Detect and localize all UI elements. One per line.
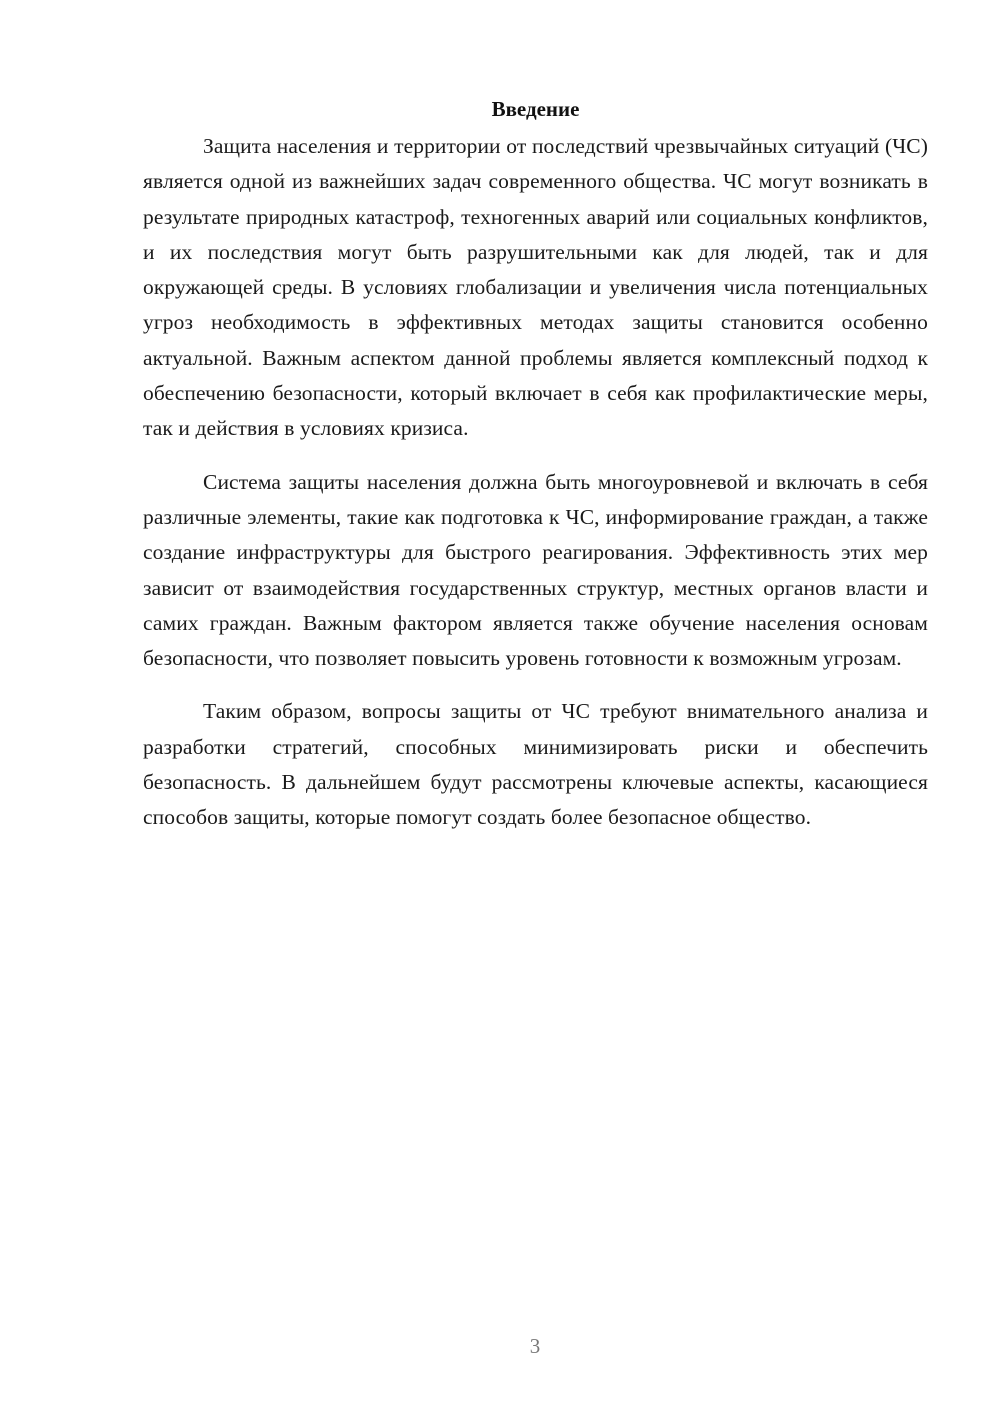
paragraph-1: Защита населения и территории от последствий чрезвычайных ситуаций (ЧС) является одной из важнейших задач современного общества. ЧС могут возникать в результате природных катастроф, техногенных аварий или социальных конфликтов, и их последствия могут быть разрушительными как для людей, так и для окружающей среды. В условиях глобализации и увеличения числа потенциальных угроз необходимость в эффективных методах защиты становится особенно актуальной. Важным аспектом данной проблемы является комплексный подход к обеспечению безопасности, который включает в себя как профилактические меры, так и действия в условиях кризиса. [143, 134, 928, 441]
paragraph-3: Таким образом, вопросы защиты от ЧС требуют внимательного анализа и разработки стратегий, способных минимизировать риски и обеспечить безопасность. В дальнейшем будут рассмотрены ключевые аспекты, касающиеся способов защиты, которые помогут создать более безопасное общество. [143, 699, 928, 830]
page-number: 3 [529, 1334, 541, 1358]
page-content [143, 95, 928, 854]
section-heading: Введение [491, 97, 580, 121]
paragraph-2: Система защиты населения должна быть многоуровневой и включать в себя различные элементы, такие как подготовка к ЧС, информирование граждан, а также создание инфраструктуры для быстрого реагирования. Эффективность этих мер зависит от взаимодействия государственных структур, местных органов власти и самих граждан. Важным фактором является также обучение населения основам безопасности, что позволяет повысить уровень готовности к возможным угрозам. [143, 469, 928, 671]
